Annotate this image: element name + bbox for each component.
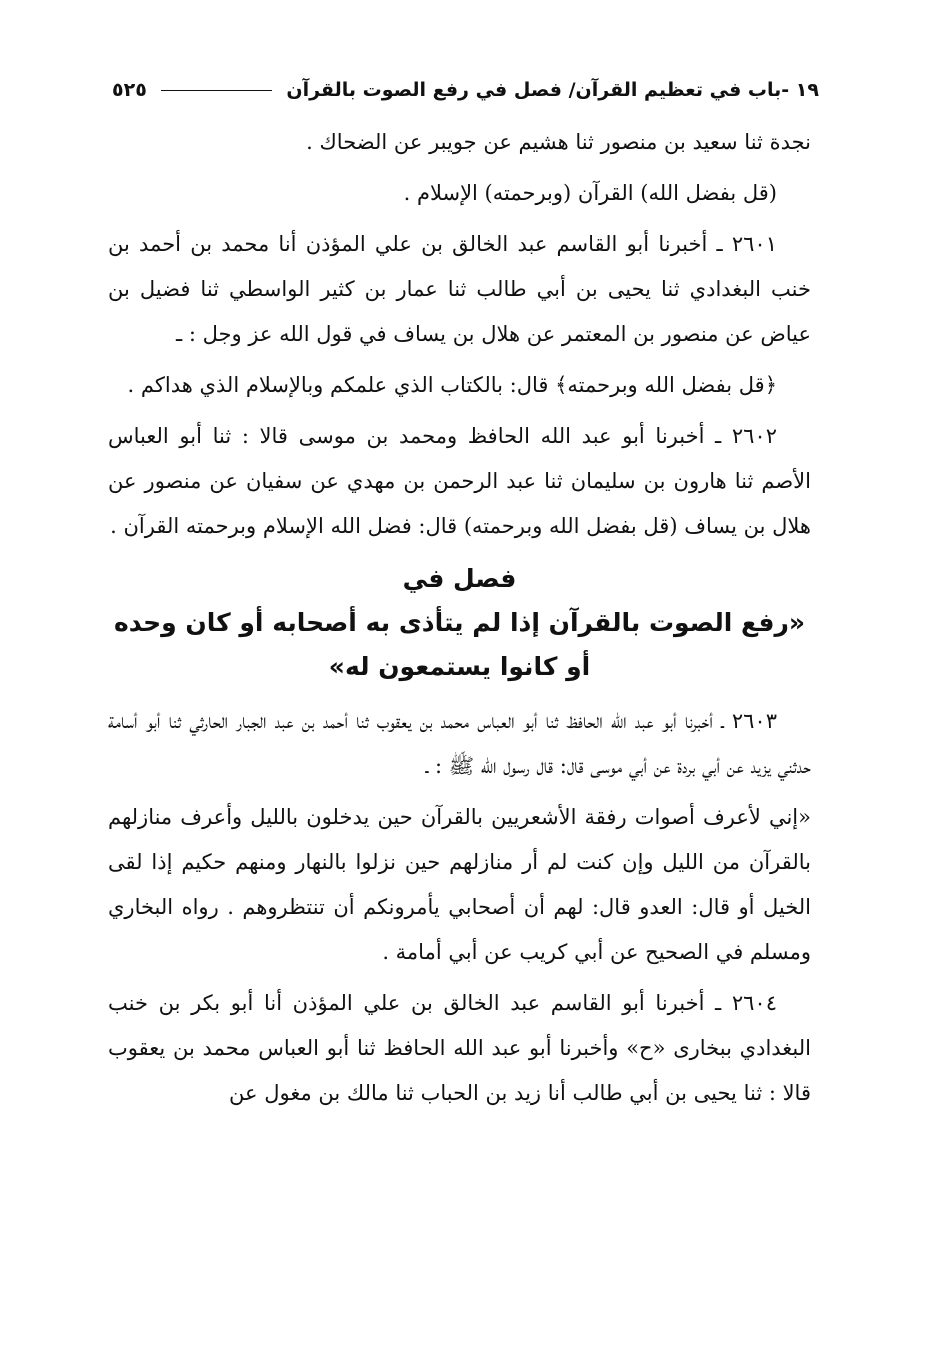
paragraph: ﴿قل بفضل الله وبرحمته﴾ قال: بالكتاب الذي علمكم وبالإسلام الذي هداكم . [127, 373, 777, 397]
paragraph: نجدة ثنا سعيد بن منصور ثنا هشيم عن جويبر عن الضحاك . [306, 130, 811, 154]
section-heading-line: فصل في [402, 564, 517, 593]
quoted-hadith: «إني لأعرف أصوات رفقة الأشعريين بالقرآن حين يدخلون بالليل وأعرف منازلهم بالقرآن من الليل وإن كنت لم أر منازلهم حين نزلوا بالنهار ومنهم حكيم إذا لقى الخيل أو قال: العدو قال: لهم أن أصحابي يأمرونكم أن تنتظروهم . رواه البخاري ومسلم في الصحيح عن أبي كريب عن أبي أمامة . [108, 805, 811, 964]
page-number: ٥٢٥ [112, 79, 147, 101]
hadith-2602: ٢٦٠٢ ـ أخبرنا أبو عبد الله الحافظ ومحمد بن موسى قالا : ثنا أبو العباس الأصم ثنا هارون بن سليمان ثنا عبد الرحمن بن مهدي عن سفيان عن منصور عن هلال بن يساف (قل بفضل الله وبرحمته) قال: فضل الله الإسلام وبرحمته القرآن . [108, 424, 811, 538]
hadith-2604: ٢٦٠٤ ـ أخبرنا أبو القاسم عبد الخالق بن علي المؤذن أنا أبو بكر بن خنب البغدادي ببخارى «ح» وأخبرنا أبو عبد الله الحافظ ثنا أبو العباس محمد بن يعقوب قالا : ثنا يحيى بن أبي طالب أنا زيد بن الحباب ثنا مالك بن مغول عن [108, 991, 811, 1105]
hadith-2603: ٢٦٠٣ ـ أخبرنا أبو عبد الله الحافظ ثنا أبو العباس محمد بن يعقوب ثنا أحمد بن عبد الجبار الحارثي ثنا أبو أسامة حدثني يزيد عن أبي بردة عن أبي موسى قال: قال رسول الله ﷺ : ـ [108, 709, 811, 778]
chapter-title: ١٩ -باب في تعظيم القرآن/ فصل في رفع الصوت بالقرآن [286, 79, 819, 101]
paragraph: (قل بفضل الله) القرآن (وبرحمته) الإسلام . [403, 181, 777, 205]
section-heading [108, 557, 811, 689]
section-heading-line: أو كانوا يستمعون له» [328, 652, 591, 681]
hadith-2601: ٢٦٠١ ـ أخبرنا أبو القاسم عبد الخالق بن علي المؤذن أنا محمد بن أحمد بن خنب البغدادي ثنا يحيى بن أبي طالب ثنا عمار بن كثير الواسطي ثنا فضيل بن عياض عن منصور بن المعتمر عن هلال بن يساف في قول الله عز وجل : ـ [108, 232, 811, 346]
header-rule [161, 90, 273, 91]
running-header [112, 72, 819, 108]
page-body [108, 120, 811, 1122]
section-heading-line: «رفع الصوت بالقرآن إذا لم يتأذى به أصحابه أو كان وحده [113, 608, 806, 637]
